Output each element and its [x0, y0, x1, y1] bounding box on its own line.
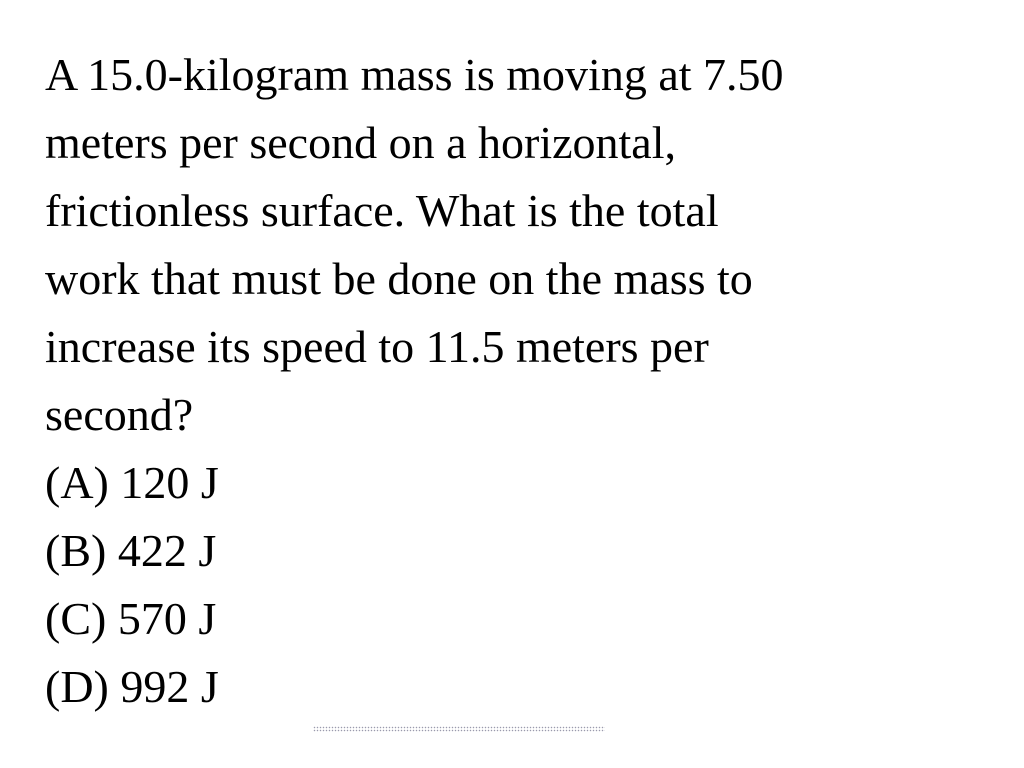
question-line: second? [45, 389, 194, 440]
question-line: work that must be done on the mass to [45, 253, 753, 304]
answer-option-a: (A) 120 J [45, 457, 219, 508]
question-line: frictionless surface. What is the total [45, 185, 719, 236]
question-text [45, 41, 995, 449]
answer-option-c: (C) 570 J [45, 593, 217, 644]
answer-option-d: (D) 992 J [45, 661, 219, 712]
footer-artifact [313, 726, 605, 732]
answer-option-b: (B) 422 J [45, 525, 217, 576]
question-line: increase its speed to 11.5 meters per [45, 321, 709, 372]
answer-options [45, 449, 219, 721]
question-line: meters per second on a horizontal, [45, 117, 676, 168]
question-line: A 15.0-kilogram mass is moving at 7.50 [45, 49, 784, 100]
